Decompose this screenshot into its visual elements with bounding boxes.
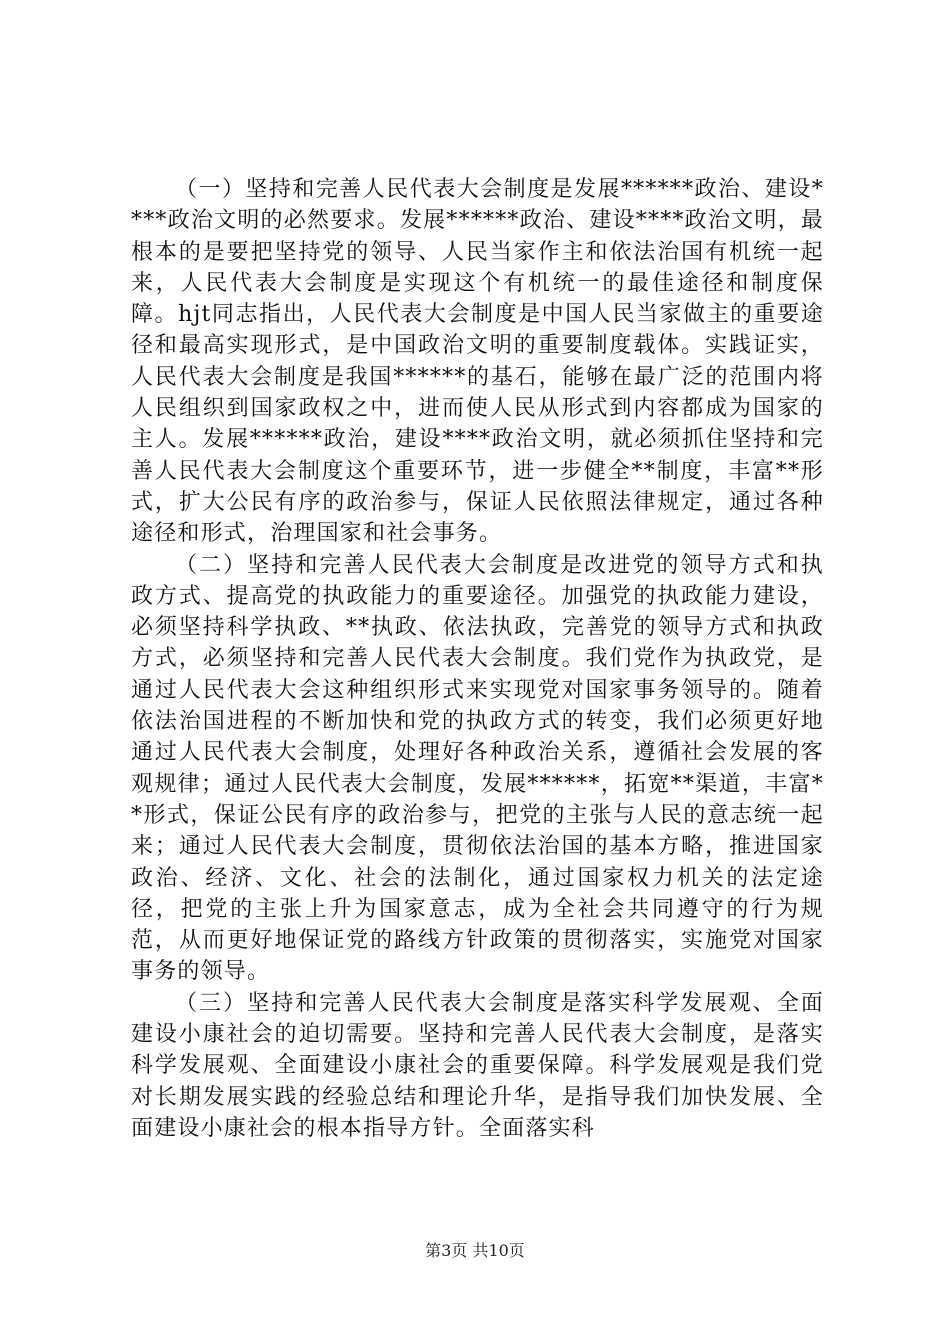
paragraph-2: （二）坚持和完善人民代表大会制度是改进党的领导方式和执政方式、提高党的执政能力的重要途径。加强党的执政能力建设，必须坚持科学执政、**执政、依法执政，完善党的领导方式和执政方式，必须坚持和完善人民代表大会制度。我们党作为执政党，是通过人民代表大会这种组织形式来实现党对国家事务领导的。随着依法治国进程的不断加快和党的执政方式的转变，我们必须更好地通过人民代表大会制度，处理好各种政治关系，遵循社会发展的客观规律；通过人民代表大会制度，发展******，拓宽**渠道，丰富**形式，保证公民有序的政治参与，把党的主张与人民的意志统一起来；通过人民代表大会制度，贯彻依法治国的基本方略，推进国家政治、经济、文化、社会的法制化，通过国家权力机关的法定途径，把党的主张上升为国家意志，成为全社会共同遵守的行为规范，从而更好地保证党的路线方针政策的贯彻落实，实施党对国家事务的领导。 [131, 552, 824, 985]
page-number-footer: 第3页 共10页 [425, 1241, 525, 1260]
document-body [131, 174, 824, 1144]
paragraph-1: （一）坚持和完善人民代表大会制度是发展******政治、建设****政治文明的必然要求。发展******政治、建设****政治文明，最根本的是要把坚持党的领导、人民当家作主和依法治国有机统一起来，人民代表大会制度是实现这个有机统一的最佳途径和制度保障。hjt同志指出，人民代表大会制度是中国人民当家做主的重要途径和最高实现形式，是中国政治文明的重要制度载体。实践证实，人民代表大会制度是我国******的基石，能够在最广泛的范围内将人民组织到国家政权之中，进而使人民从形式到内容都成为国家的主人。发展******政治，建设****政治文明，就必须抓住坚持和完善人民代表大会制度这个重要环节，进一步健全**制度，丰富**形式，扩大公民有序的政治参与，保证人民依照法律规定，通过各种途径和形式，治理国家和社会事务。 [131, 177, 824, 547]
paragraph-3: （三）坚持和完善人民代表大会制度是落实科学发展观、全面建设小康社会的迫切需要。坚持和完善人民代表大会制度，是落实科学发展观、全面建设小康社会的重要保障。科学发展观是我们党对长期发展实践的经验总结和理论升华，是指导我们加快发展、全面建设小康社会的根本指导方针。全面落实科 [131, 990, 824, 1141]
